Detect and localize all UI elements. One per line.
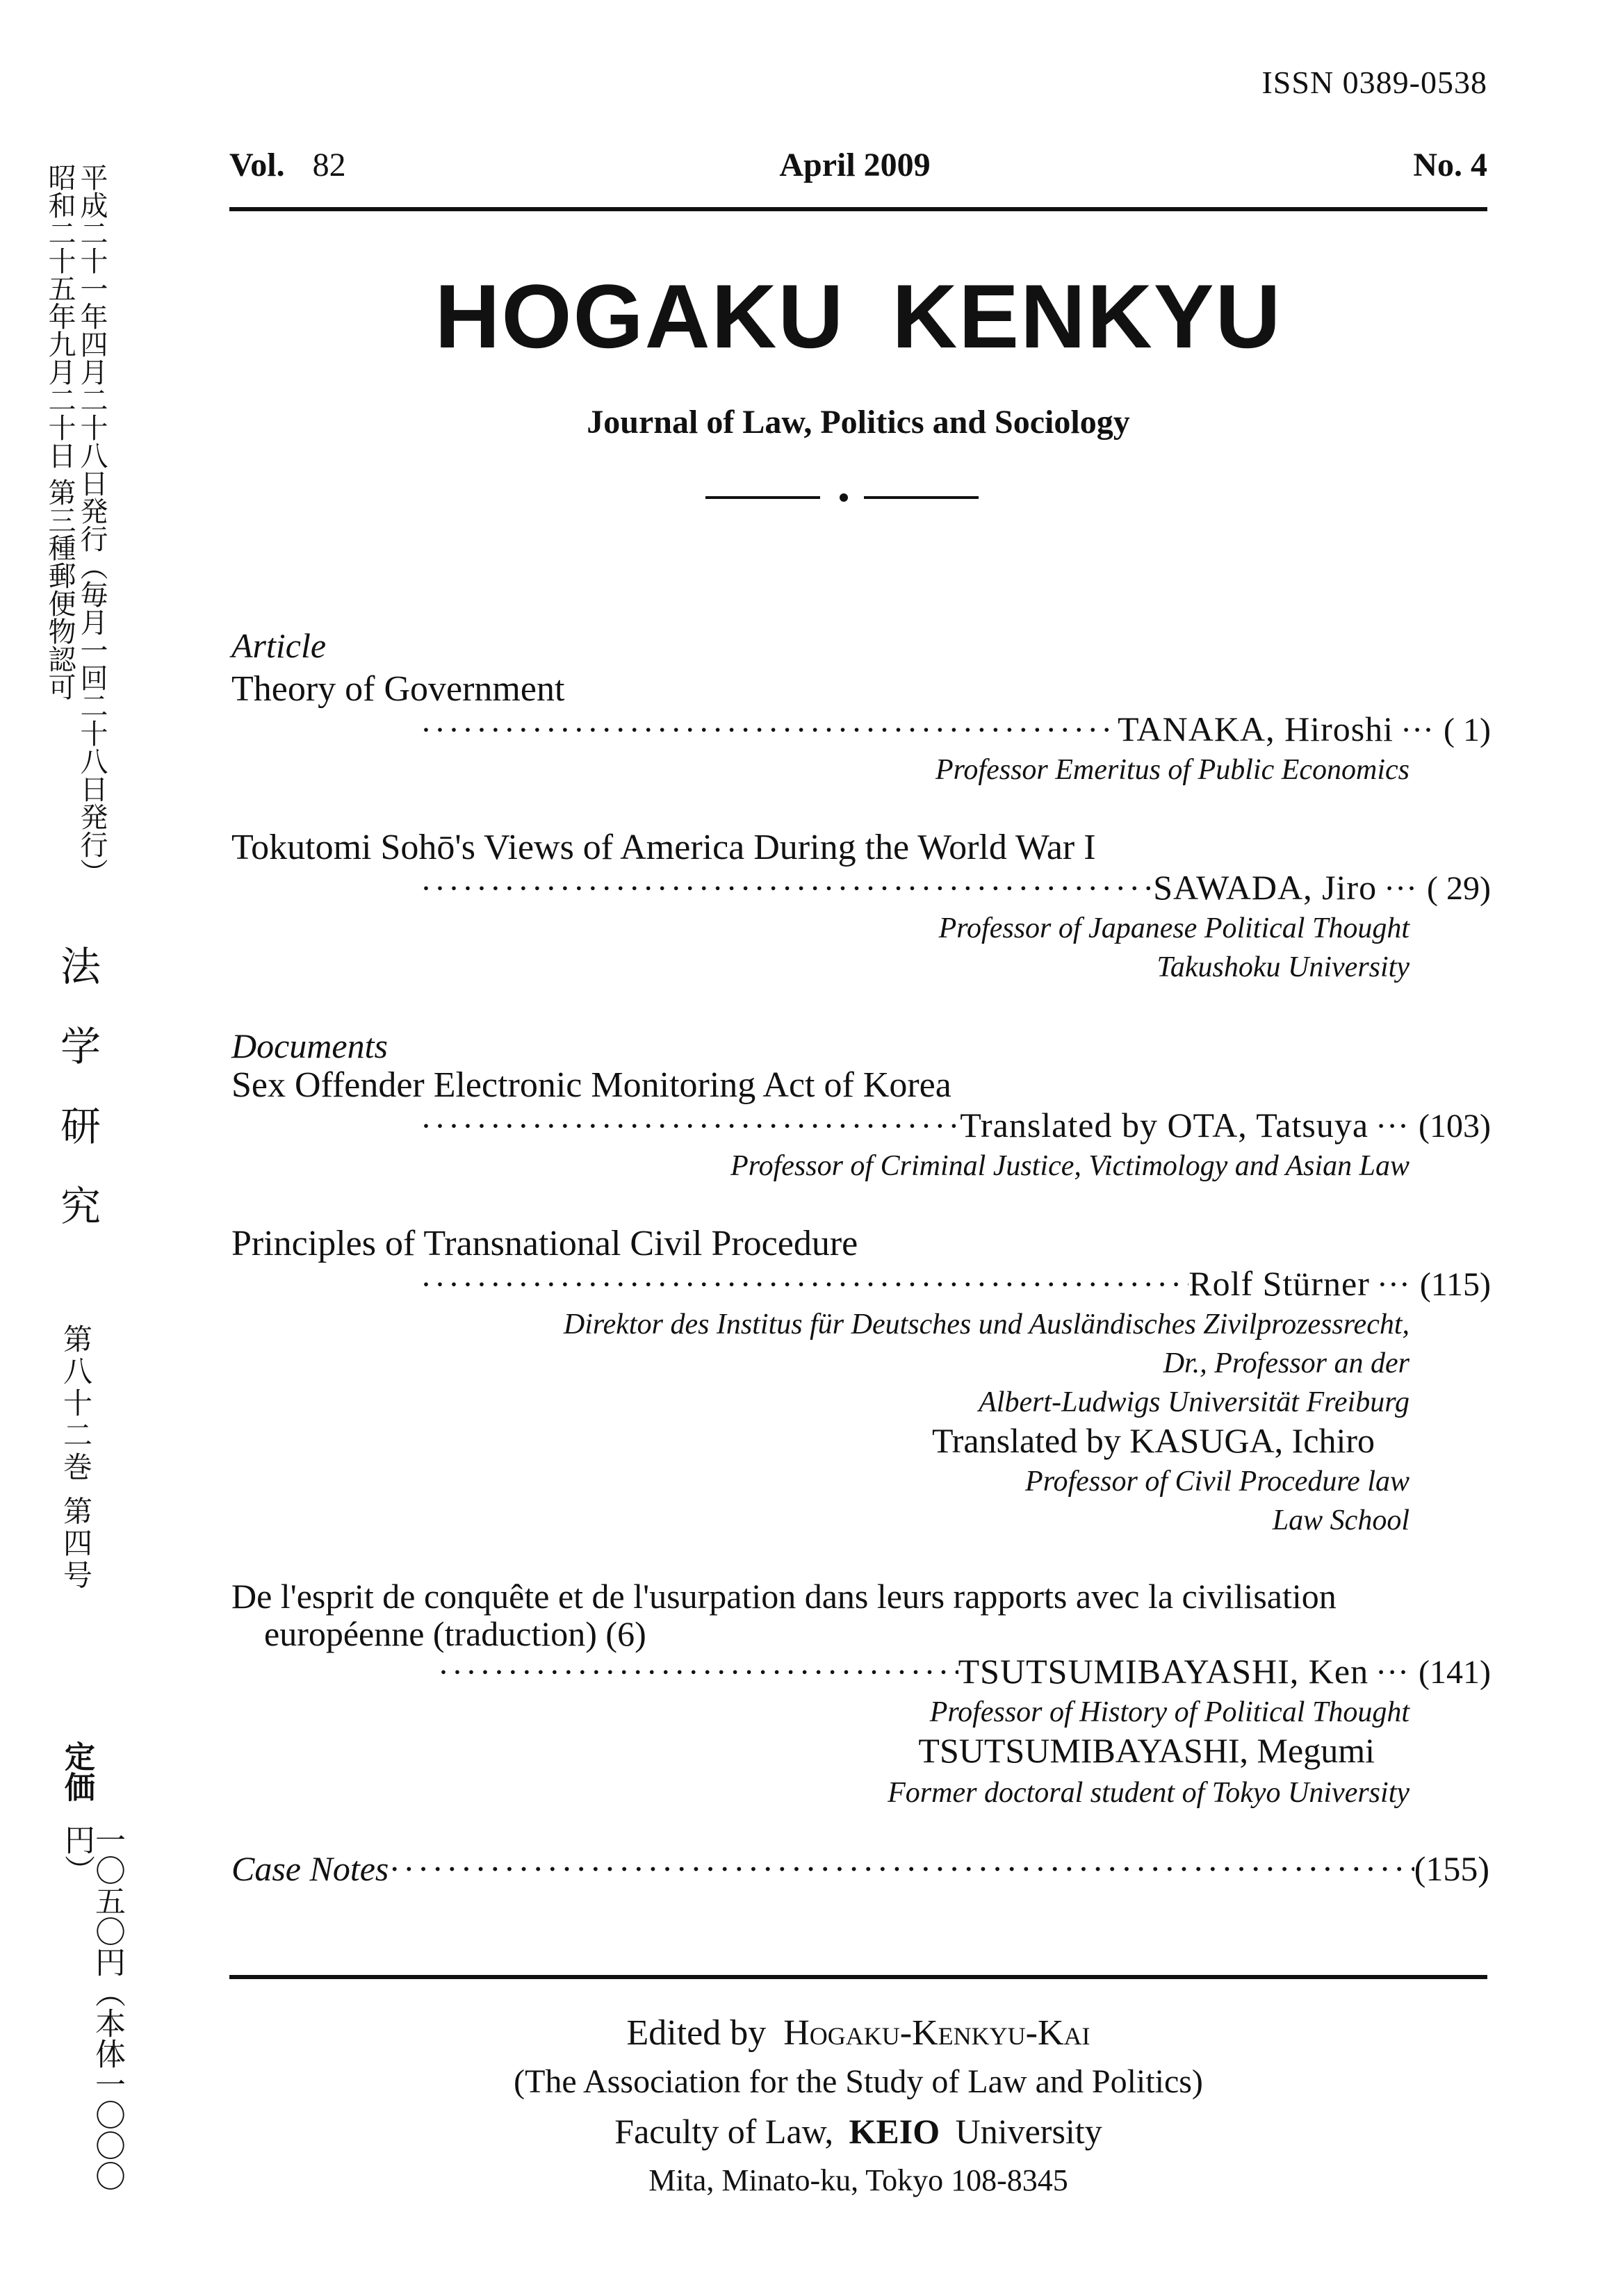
- dot-leader: ···: [1384, 870, 1418, 907]
- page-number: ( 1): [1444, 712, 1491, 748]
- author: TSUTSUMIBAYASHI, Ken: [958, 1652, 1369, 1691]
- address: Mita, Minato-ku, Tokyo 108-8345: [648, 2163, 1068, 2197]
- sidebar-postal-permit: 昭和二十五年九月二十日 第三種郵便物認可: [44, 163, 76, 700]
- author-affiliation: Professor of Japanese Political Thought: [938, 912, 1409, 944]
- dot-leader: ···: [1376, 1266, 1410, 1303]
- author: SAWADA, Jiro: [1153, 868, 1378, 907]
- page-number: (103): [1419, 1108, 1491, 1145]
- association-name: (The Association for the Study of Law and Politics): [514, 2063, 1203, 2100]
- dot-leader: ···: [1375, 1108, 1409, 1145]
- section-label-article: Article: [231, 626, 327, 665]
- author-affiliation: Professor of History of Political Thought: [929, 1696, 1409, 1728]
- author: Rolf Stürner: [1188, 1264, 1370, 1303]
- toc-entry-3: [420, 1105, 1491, 1145]
- author-affiliation: Dr., Professor an der: [1163, 1347, 1409, 1379]
- volume-number: [229, 146, 346, 184]
- page-number: (115): [1419, 1266, 1491, 1303]
- translator-name: Translated by KASUGA, Ichiro: [932, 1421, 1375, 1460]
- edited-prefix: Edited by: [626, 2013, 767, 2053]
- sidebar-journal-char-4: 究: [54, 1185, 101, 1225]
- co-translator-name: TSUTSUMIBAYASHI, Megumi: [918, 1731, 1375, 1770]
- author-affiliation: Albert-Ludwigs Universität Freiburg: [979, 1386, 1409, 1418]
- journal-title: HOGAKU KENKYU: [434, 265, 1282, 367]
- author-affiliation: Professor of Criminal Justice, Victimology and Asian Law: [730, 1150, 1409, 1182]
- toc-entry-4: [420, 1263, 1491, 1304]
- document-title: Sex Offender Electronic Monitoring Act of Korea: [231, 1065, 951, 1105]
- header-rule: [229, 207, 1487, 211]
- faculty-prefix: Faculty of Law,: [614, 2112, 834, 2151]
- section-label-documents: Documents: [231, 1026, 388, 1065]
- issue-number: No. 4: [1413, 147, 1487, 183]
- sidebar-journal-char-2: 学: [54, 1025, 101, 1065]
- volume-value: 82: [312, 147, 346, 183]
- page-number: ( 29): [1427, 870, 1491, 907]
- dot-leader: ···: [1375, 1654, 1409, 1691]
- issn: ISSN 0389-0538: [1261, 65, 1487, 100]
- sidebar-publication-date: 平成二十一年四月二十八日発行（毎月一回二十八日発行）: [76, 163, 108, 886]
- sidebar-price-label: 定価: [59, 1741, 95, 1802]
- toc-entry-case-notes: [231, 1848, 1489, 1889]
- article-title: Theory of Government: [231, 669, 565, 709]
- volume-label: Vol.: [229, 147, 285, 183]
- dot-leader: ···: [1400, 712, 1435, 748]
- footer-rule: [229, 1975, 1487, 1979]
- author-affiliation: Professor Emeritus of Public Economics: [935, 754, 1409, 786]
- sidebar-volume: 第八十二巻 第四号: [59, 1324, 93, 1592]
- author-affiliation: Takushoku University: [1157, 951, 1409, 983]
- translator-affiliation: Professor of Civil Procedure law: [1025, 1466, 1409, 1498]
- sidebar-journal-char-3: 研: [54, 1105, 101, 1145]
- faculty-university-name: KEIO: [849, 2112, 940, 2151]
- case-notes-label: Case Notes: [231, 1849, 389, 1888]
- issue-date: April 2009: [779, 147, 931, 183]
- faculty-suffix: University: [955, 2112, 1102, 2151]
- translator-affiliation: Law School: [1272, 1504, 1409, 1536]
- ornament-divider: [705, 486, 983, 507]
- co-translator-affiliation: Former doctoral student of Tokyo University: [888, 1777, 1409, 1809]
- author: Translated by OTA, Tatsuya: [960, 1106, 1369, 1145]
- page-number: (155): [1414, 1849, 1489, 1888]
- document-title-line1: De l'esprit de conquête et de l'usurpation dans leurs rapports avec la civilisation: [231, 1577, 1337, 1616]
- editor-name: Hogaku-Kenkyu-Kai: [783, 2013, 1090, 2053]
- author: TANAKA, Hiroshi: [1117, 710, 1394, 748]
- faculty-line: [229, 2111, 1487, 2151]
- editor-line: [229, 2012, 1487, 2053]
- document-title-line2: européenne (traduction) (6): [264, 1614, 646, 1653]
- toc-entry-2: [420, 867, 1491, 908]
- page-number: (141): [1419, 1654, 1491, 1691]
- sidebar-journal-char-1: 法: [54, 945, 101, 985]
- toc-entry-1: [420, 709, 1491, 749]
- author-affiliation: Direktor des Institus für Deutsches und Ausländisches Zivilprozessrecht,: [563, 1309, 1409, 1340]
- sidebar-price: 一〇五〇円（本体一〇〇〇円）: [59, 1824, 125, 2191]
- toc-entry-5: [438, 1651, 1491, 1691]
- document-title: Principles of Transnational Civil Procedure: [231, 1224, 858, 1263]
- article-title: Tokutomi Sohō's Views of America During the World War I: [231, 828, 1096, 867]
- journal-subtitle: Journal of Law, Politics and Sociology: [587, 404, 1130, 441]
